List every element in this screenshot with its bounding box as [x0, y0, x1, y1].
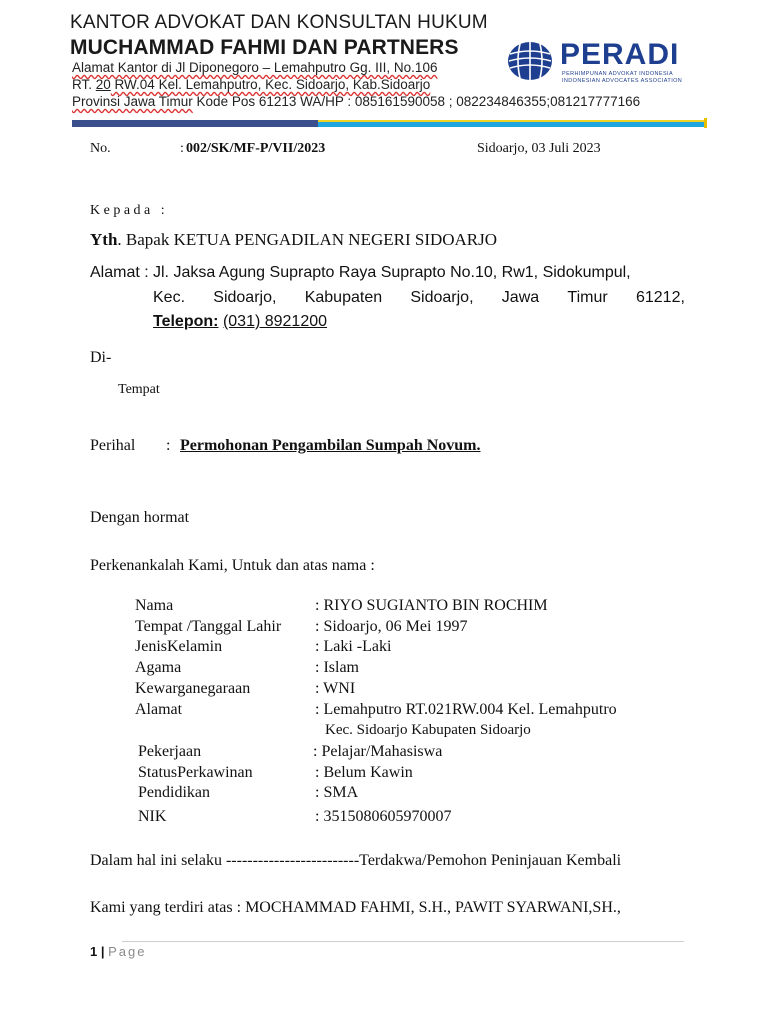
letterhead-address-line3	[72, 94, 640, 109]
letter-number-label: No.	[90, 141, 111, 156]
identity-value-nama: : RIYO SUGIANTO BIN ROCHIM	[315, 597, 548, 614]
letter-number-colon: :	[180, 141, 184, 156]
identity-value-agama: : Islam	[315, 659, 359, 676]
identity-value-nik: : 3515080605970007	[315, 808, 452, 825]
alamat-line1: Jl. Jaksa Agung Suprapto Raya Suprapto No.10, Rw1, Sidokumpul,	[153, 264, 631, 281]
peradi-logo-subtitle-id: PERHIMPUNAN ADVOKAT INDONESIA	[562, 71, 674, 77]
perihal-value: Permohonan Pengambilan Sumpah Novum.	[180, 437, 481, 454]
team-text: Kami yang terdiri atas : MOCHAMMAD FAHMI, S.H., PAWIT SYARWANI,SH.,	[90, 899, 621, 916]
alamat-line2	[153, 289, 685, 307]
alamat-word: Sidoarjo,	[213, 289, 277, 306]
postal-contact-text: Kode Pos 61213 WA/HP : 085161590058 ; 082234846355;081217777166	[192, 94, 641, 109]
letterhead-divider-yellow	[318, 120, 704, 122]
identity-value-address-cont: Kec. Sidoarjo Kabupaten Sidoarjo	[325, 722, 531, 738]
alamat-word: Kabupaten	[304, 289, 383, 306]
greeting: Dengan hormat	[90, 509, 190, 526]
recipient-name: . Bapak KETUA PENGADILAN NEGERI SIDOARJO	[117, 230, 498, 249]
footer-divider	[122, 941, 684, 942]
alamat-word: Sidoarjo,	[410, 289, 474, 306]
page-footer	[90, 944, 146, 959]
rw-kel-text: RW.04 Kel. Lemahputro, Kec. Sidoarjo, Kab.Sidoarjo	[110, 77, 431, 92]
identity-value-job: : Pelajar/Mahasiswa	[313, 743, 443, 760]
identity-label-education: Pendidikan	[138, 784, 210, 801]
alamat-word: Kec.	[153, 289, 186, 306]
kepada-label: Kepada :	[90, 203, 169, 218]
identity-label-address: Alamat	[135, 701, 183, 718]
identity-label-ttl: Tempat /Tanggal Lahir	[135, 618, 282, 635]
identity-label-nik: NIK	[138, 808, 167, 825]
page-number: 1	[90, 944, 98, 959]
identity-label-gender: JenisKelamin	[135, 638, 223, 655]
province-text: Provinsi Jawa Timur	[72, 94, 193, 109]
letter-number-value: 002/SK/MF-P/VII/2023	[186, 141, 326, 156]
recipient-title	[90, 230, 497, 250]
identity-value-gender: : Laki -Laki	[315, 638, 392, 655]
telepon-label: Telepon:	[153, 313, 219, 330]
address-text: Alamat Kantor di Jl Diponegoro – Lemahputro Gg. III, No.106	[72, 60, 438, 75]
letterhead-firm-type: KANTOR ADVOKAT DAN KONSULTAN HUKUM	[70, 12, 488, 33]
peradi-logo-subtitle-en: INDONESIAN ADVOCATES ASSOCIATION	[562, 78, 683, 84]
telepon-value: (031) 8921200	[222, 313, 328, 330]
identity-value-marital: : Belum Kawin	[315, 764, 413, 781]
peradi-globe-logo-icon	[506, 40, 554, 82]
identity-value-ttl: : Sidoarjo, 06 Mei 1997	[315, 618, 468, 635]
capacity-text: Dalam hal ini selaku -------------------------Terdakwa/Pemohon Peninjauan Kembali	[90, 852, 622, 869]
identity-value-citizenship: : WNI	[315, 680, 356, 697]
identity-value-education: : SMA	[315, 784, 359, 801]
letterhead-divider-edge	[704, 118, 707, 128]
alamat-label: Alamat :	[90, 264, 149, 281]
perihal-label: Perihal	[90, 437, 136, 454]
identity-label-job: Pekerjaan	[138, 743, 202, 760]
intro-text: Perkenankalah Kami, Untuk dan atas nama :	[90, 557, 375, 574]
peradi-logo-text: PERADI	[560, 38, 680, 71]
page-separator: |	[97, 944, 109, 959]
page-word: Page	[108, 944, 147, 959]
telepon-line	[153, 313, 327, 331]
tempat-label: Tempat	[118, 382, 160, 397]
perihal-colon: :	[166, 437, 171, 454]
letter-place-date: Sidoarjo, 03 Juli 2023	[477, 141, 601, 156]
di-label: Di-	[90, 349, 112, 366]
alamat-word: Jawa	[501, 289, 540, 306]
alamat-word: Timur	[567, 289, 608, 306]
identity-value-address: : Lemahputro RT.021RW.004 Kel. Lemahputro	[315, 701, 617, 718]
rt-number: 20	[95, 77, 111, 92]
letterhead-address-line2	[72, 77, 430, 92]
letterhead-divider-dark	[72, 120, 318, 127]
identity-label-agama: Agama	[135, 659, 182, 676]
yth-label: Yth	[90, 230, 118, 249]
identity-label-nama: Nama	[135, 597, 174, 614]
rt-label: RT.	[72, 77, 96, 92]
identity-label-marital: StatusPerkawinan	[138, 764, 253, 781]
alamat-word: 61212,	[635, 289, 685, 306]
letterhead-address-line1	[72, 60, 437, 75]
letterhead-firm-name: MUCHAMMAD FAHMI DAN PARTNERS	[70, 36, 459, 59]
identity-label-citizenship: Kewarganegaraan	[135, 680, 251, 697]
